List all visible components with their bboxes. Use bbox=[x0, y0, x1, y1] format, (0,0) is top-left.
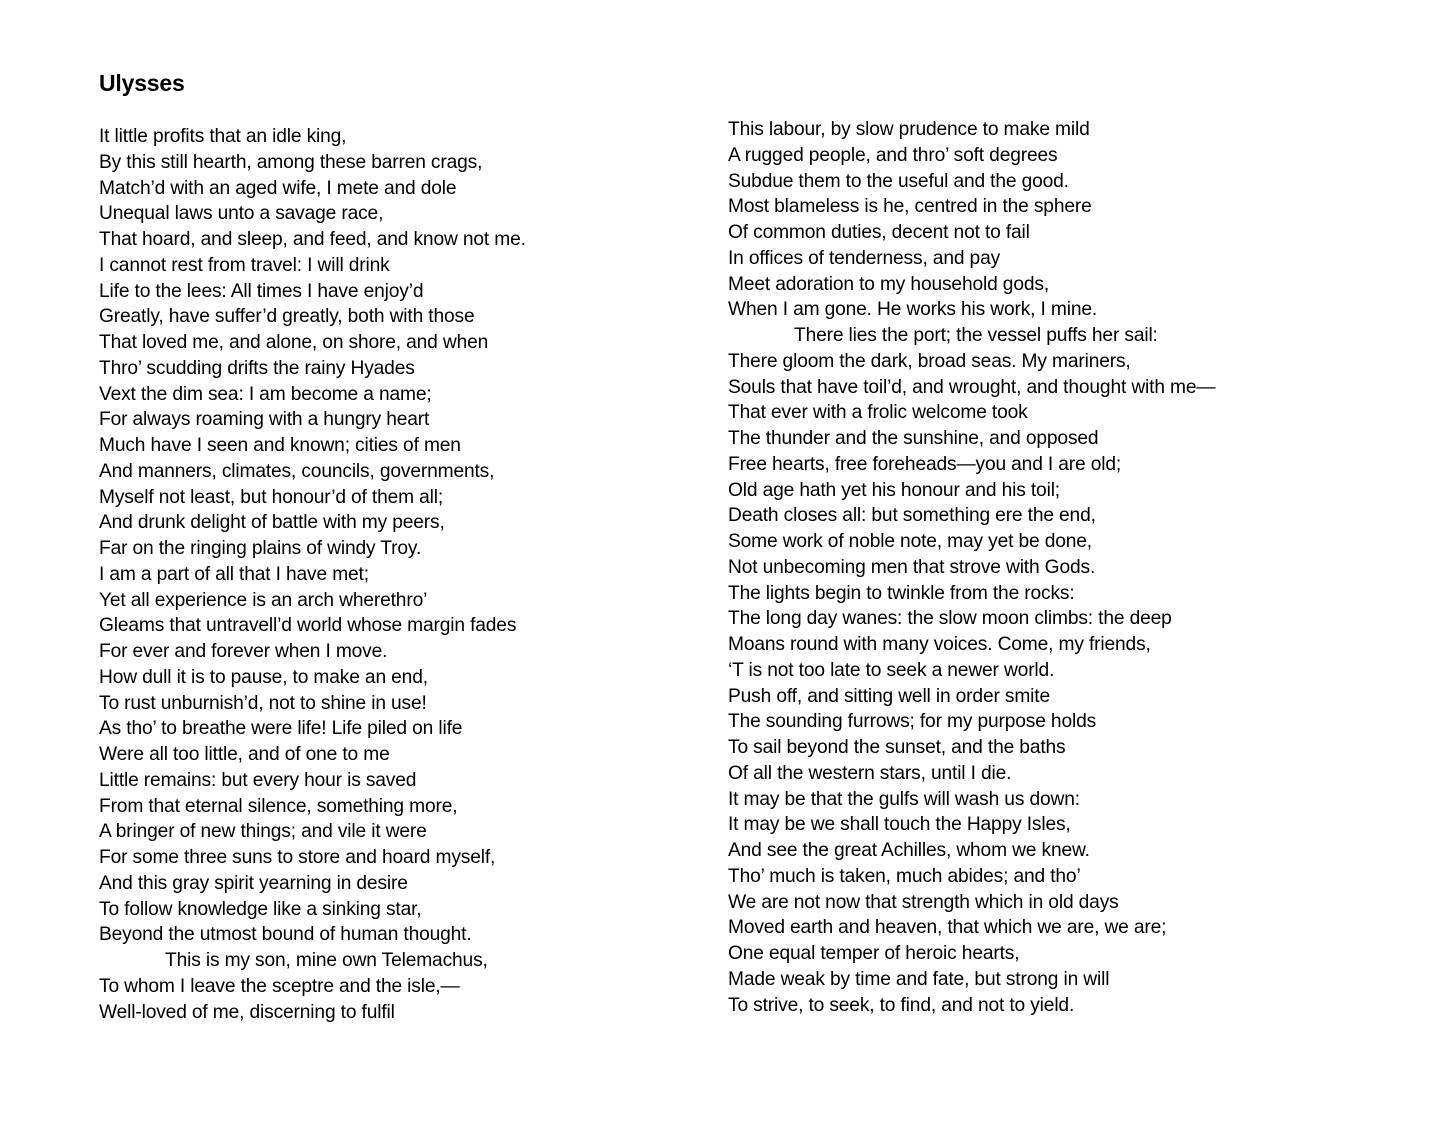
poem-line: I cannot rest from travel: I will drink bbox=[99, 254, 390, 276]
poem-line: That ever with a frolic welcome took bbox=[728, 402, 1028, 424]
poem-line: When I am gone. He works his work, I mine. bbox=[728, 299, 1098, 321]
poem-line: It little profits that an idle king, bbox=[99, 126, 347, 147]
poem-column-left bbox=[99, 124, 659, 1025]
poem-line: Beyond the utmost bound of human thought. bbox=[99, 924, 472, 946]
poem-line: Moans round with many voices. Come, my friends, bbox=[728, 634, 1151, 655]
poem-line: It may be we shall touch the Happy Isles, bbox=[728, 814, 1071, 836]
poem-line: To sail beyond the sunset, and the baths bbox=[728, 737, 1066, 758]
poem-title: Ulysses bbox=[99, 70, 185, 96]
poem-line: And this gray spirit yearning in desire bbox=[99, 872, 408, 894]
poem-line: By this still hearth, among these barren crags, bbox=[99, 151, 483, 173]
poem-line: To strive, to seek, to find, and not to yield. bbox=[728, 994, 1075, 1016]
poem-line: ‘T is not too late to seek a newer world. bbox=[728, 659, 1055, 681]
poem-line: Made weak by time and fate, but strong in will bbox=[728, 968, 1110, 990]
poem-line: As tho’ to breathe were life! Life piled on life bbox=[99, 718, 463, 740]
poem-line: Match’d with an aged wife, I mete and dole bbox=[99, 177, 457, 199]
poem-column-right bbox=[728, 117, 1348, 1018]
poem-line: Tho’ much is taken, much abides; and tho’ bbox=[728, 865, 1081, 887]
poem-line: Thro’ scudding drifts the rainy Hyades bbox=[99, 357, 415, 379]
poem-line: We are not now that strength which in old days bbox=[728, 891, 1119, 913]
poem-line: Meet adoration to my household gods, bbox=[728, 273, 1049, 295]
poem-line: There gloom the dark, broad seas. My mariners, bbox=[728, 350, 1131, 372]
poem-line: For some three suns to store and hoard myself, bbox=[99, 847, 496, 868]
poem-line: For always roaming with a hungry heart bbox=[99, 409, 430, 431]
poem-line: The long day wanes: the slow moon climbs: the deep bbox=[728, 608, 1172, 630]
poem-line: Subdue them to the useful and the good. bbox=[728, 170, 1069, 192]
poem-line: Yet all experience is an arch wherethro’ bbox=[99, 589, 428, 611]
poem-line: I am a part of all that I have met; bbox=[99, 563, 369, 585]
poem-line: This labour, by slow prudence to make mild bbox=[728, 119, 1090, 140]
poem-line: There lies the port; the vessel puffs her sail: bbox=[794, 325, 1158, 346]
poem-line: Some work of noble note, may yet be done, bbox=[728, 531, 1092, 552]
poem-line: That hoard, and sleep, and feed, and know not me. bbox=[99, 229, 526, 250]
poem-line: Well-loved of me, discerning to fulfil bbox=[99, 1001, 395, 1023]
poem-line: Souls that have toil’d, and wrought, and thought with me— bbox=[728, 376, 1216, 398]
poem-line: A rugged people, and thro’ soft degrees bbox=[728, 144, 1058, 166]
poem-line: To rust unburnish’d, not to shine in use! bbox=[99, 692, 427, 714]
poem-line: Gleams that untravell’d world whose margin fades bbox=[99, 615, 517, 637]
poem-line: Little remains: but every hour is saved bbox=[99, 769, 417, 791]
poem-line: To follow knowledge like a sinking star, bbox=[99, 898, 422, 920]
poem-line: Most blameless is he, centred in the sphere bbox=[728, 196, 1092, 218]
poem-line: Old age hath yet his honour and his toil; bbox=[728, 479, 1060, 501]
poem-line: This is my son, mine own Telemachus, bbox=[165, 950, 488, 971]
poem-line: The lights begin to twinkle from the rocks: bbox=[728, 582, 1075, 604]
poem-line: How dull it is to pause, to make an end, bbox=[99, 666, 428, 688]
poem-line: Life to the lees: All times I have enjoy’d bbox=[99, 280, 424, 302]
poem-line: From that eternal silence, something more, bbox=[99, 795, 458, 817]
poem-line: Of all the western stars, until I die. bbox=[728, 762, 1012, 784]
poem-line: Not unbecoming men that strove with Gods. bbox=[728, 556, 1096, 578]
poem-line: A bringer of new things; and vile it were bbox=[99, 821, 427, 843]
poem-line: It may be that the gulfs will wash us down: bbox=[728, 788, 1080, 810]
poem-line: That loved me, and alone, on shore, and when bbox=[99, 332, 489, 353]
poem-line: Death closes all: but something ere the end, bbox=[728, 505, 1096, 527]
poem-line: Of common duties, decent not to fail bbox=[728, 222, 1030, 243]
poem-line: And see the great Achilles, whom we knew. bbox=[728, 840, 1090, 861]
poem-line: Free hearts, free foreheads—you and I are old; bbox=[728, 453, 1122, 475]
poem-line: The thunder and the sunshine, and opposed bbox=[728, 428, 1099, 449]
poem-line: To whom I leave the sceptre and the isle,— bbox=[99, 975, 460, 997]
poem-line: Far on the ringing plains of windy Troy. bbox=[99, 538, 422, 559]
poem-line: One equal temper of heroic hearts, bbox=[728, 943, 1020, 964]
poem-line: Vext the dim sea: I am become a name; bbox=[99, 383, 432, 405]
poem-line: Greatly, have suffer’d greatly, both with those bbox=[99, 306, 475, 328]
poem-line: And drunk delight of battle with my peers, bbox=[99, 512, 445, 534]
poem-line: The sounding furrows; for my purpose holds bbox=[728, 711, 1097, 733]
poem-line: Push off, and sitting well in order smite bbox=[728, 685, 1050, 707]
poem-line: Myself not least, but honour’d of them all; bbox=[99, 486, 444, 508]
poem-line: In offices of tenderness, and pay bbox=[728, 247, 1001, 269]
poem-line: Much have I seen and known; cities of men bbox=[99, 435, 461, 456]
poem-line: Unequal laws unto a savage race, bbox=[99, 203, 384, 225]
poem-line: And manners, climates, councils, governments, bbox=[99, 460, 495, 482]
poem-line: Were all too little, and of one to me bbox=[99, 744, 390, 765]
poem-line: For ever and forever when I move. bbox=[99, 641, 388, 662]
poem-line: Moved earth and heaven, that which we are, we are; bbox=[728, 917, 1167, 939]
